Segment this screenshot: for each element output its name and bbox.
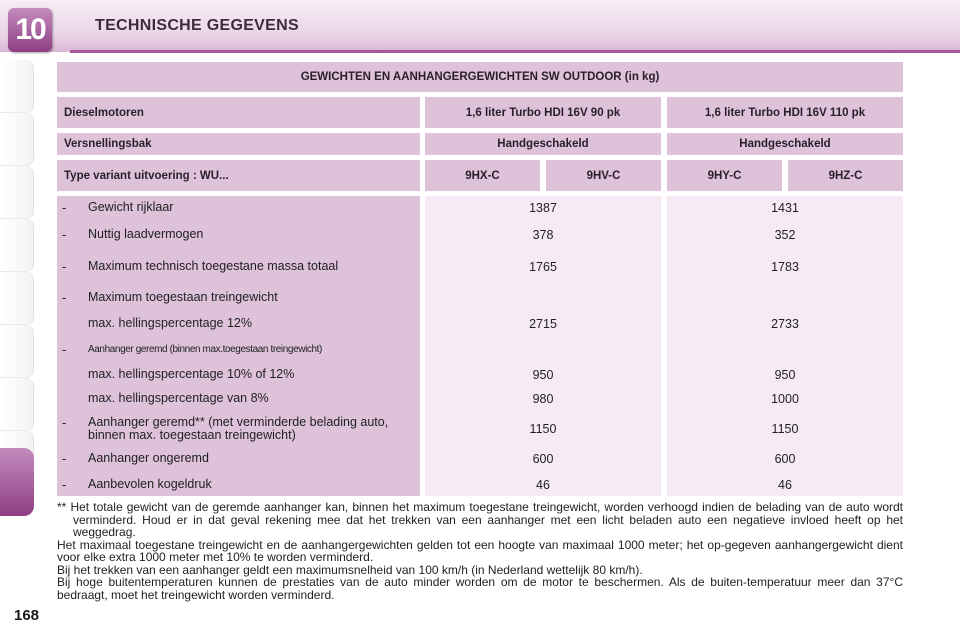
row-value-110: 1783 bbox=[771, 260, 799, 274]
row-dash: - bbox=[62, 478, 67, 492]
row-label: max. hellingspercentage 10% of 12% bbox=[88, 367, 295, 381]
row-value-110: 352 bbox=[774, 228, 796, 242]
row-dash: - bbox=[62, 452, 67, 466]
row-value-90: 46 bbox=[536, 478, 550, 492]
engine-label: Dieselmotoren bbox=[57, 97, 420, 128]
chapter-tab[interactable] bbox=[0, 378, 34, 431]
row-value-110: 600 bbox=[774, 452, 796, 466]
row-label: Maximum technisch toegestane massa totaal bbox=[88, 259, 339, 273]
note-speed: Bij het trekken van een aanhanger geldt een maximumsnelheid van 100 km/h (in Nederland wettelijk 80 km/h). bbox=[57, 562, 643, 577]
gearbox-110: Handgeschakeld bbox=[667, 133, 903, 155]
row-label: Nuttig laadvermogen bbox=[88, 227, 204, 241]
engine-row bbox=[57, 97, 903, 128]
row-dash: - bbox=[62, 291, 67, 305]
type-label: Type variant uitvoering : WU... bbox=[57, 160, 420, 191]
row-value-110: 1150 bbox=[771, 422, 799, 436]
type-9hx: 9HX-C bbox=[425, 160, 540, 191]
row-value-90: 980 bbox=[532, 392, 554, 406]
type-9hy: 9HY-C bbox=[667, 160, 782, 191]
notes bbox=[57, 501, 903, 601]
row-label: Aanhanger ongeremd bbox=[88, 451, 209, 465]
row-dash: - bbox=[62, 260, 67, 274]
chapter-badge: 10 bbox=[8, 8, 52, 52]
row-value-110: 46 bbox=[778, 478, 792, 492]
page-number: 168 bbox=[14, 607, 40, 624]
row-dash: - bbox=[62, 228, 67, 242]
row-value-90: 1150 bbox=[529, 422, 557, 436]
engine-110: 1,6 liter Turbo HDI 16V 110 pk bbox=[667, 97, 903, 128]
type-9hv: 9HV-C bbox=[546, 160, 661, 191]
row-value-110: 950 bbox=[774, 368, 796, 382]
row-label: Gewicht rijklaar bbox=[88, 200, 174, 214]
page-title: TECHNISCHE GEGEVENS bbox=[95, 17, 299, 34]
chapter-tab[interactable] bbox=[0, 272, 34, 325]
chapter-tab[interactable] bbox=[0, 219, 34, 272]
row-value-110: 1000 bbox=[771, 392, 799, 406]
row-value-110: 2733 bbox=[771, 317, 799, 331]
gearbox-row bbox=[57, 133, 903, 155]
row-label: max. hellingspercentage van 8% bbox=[88, 391, 269, 405]
row-value-90: 600 bbox=[532, 452, 554, 466]
chapter-tab[interactable] bbox=[0, 325, 34, 378]
row-label: max. hellingspercentage 12% bbox=[88, 316, 252, 330]
row-value-90: 950 bbox=[532, 368, 554, 382]
note-altitude: Het maximaal toegestane treingewicht en de aanhangergewichten gelden tot een hoogte van maximaal 1000 meter; het op-gegeven aanhangergewicht dient voor elke extra 1000 meter met 10% te worden verminderd. bbox=[57, 537, 903, 564]
chapter-tab-active[interactable] bbox=[0, 448, 34, 516]
row-dash: - bbox=[62, 416, 67, 430]
row-label: Aanhanger geremd** (met verminderde belading auto, binnen max. toegestaan treingewicht) bbox=[88, 415, 389, 442]
row-dash: - bbox=[62, 201, 67, 215]
note-temperature: Bij hoge buitentemperaturen kunnen de prestaties van de auto minder worden om de motor te beschermen. Als de buiten-temperatuur meer dan 37°C bedraagt, moet het treingewicht worden verminderd. bbox=[57, 575, 903, 602]
row-value-90: 1387 bbox=[529, 201, 557, 215]
gearbox-label: Versnellingsbak bbox=[57, 133, 420, 155]
type-9hz: 9HZ-C bbox=[788, 160, 903, 191]
chapter-tab[interactable] bbox=[0, 166, 34, 219]
gearbox-90: Handgeschakeld bbox=[425, 133, 661, 155]
row-label: Aanhanger geremd (binnen max.toegestaan treingewicht) bbox=[88, 344, 322, 355]
type-row bbox=[57, 160, 903, 191]
chapter-tab[interactable] bbox=[0, 113, 34, 166]
row-dash: - bbox=[62, 343, 67, 357]
chapter-tabs bbox=[0, 60, 34, 484]
row-value-90: 2715 bbox=[529, 317, 557, 331]
row-value-90: 378 bbox=[532, 228, 554, 242]
chapter-tab[interactable] bbox=[0, 60, 34, 113]
header-underline bbox=[70, 50, 960, 53]
row-value-90: 1765 bbox=[529, 260, 557, 274]
row-label: Maximum toegestaan treingewicht bbox=[88, 290, 278, 304]
row-label: Aanbevolen kogeldruk bbox=[88, 477, 212, 491]
footnote: ** Het totale gewicht van de geremde aanhanger kan, binnen het maximum toegestane treingewicht, worden verhoogd indien de belading van de auto wordt verminderd. Houd er in dat geval rekening mee dat het trekken van een aanhanger met een licht beladen auto een negatieve invloed heeft op het weggedrag. bbox=[57, 500, 903, 539]
row-value-110: 1431 bbox=[771, 201, 799, 215]
engine-90: 1,6 liter Turbo HDI 16V 90 pk bbox=[425, 97, 661, 128]
table-title: GEWICHTEN EN AANHANGERGEWICHTEN SW OUTDOOR (in kg) bbox=[57, 62, 903, 92]
